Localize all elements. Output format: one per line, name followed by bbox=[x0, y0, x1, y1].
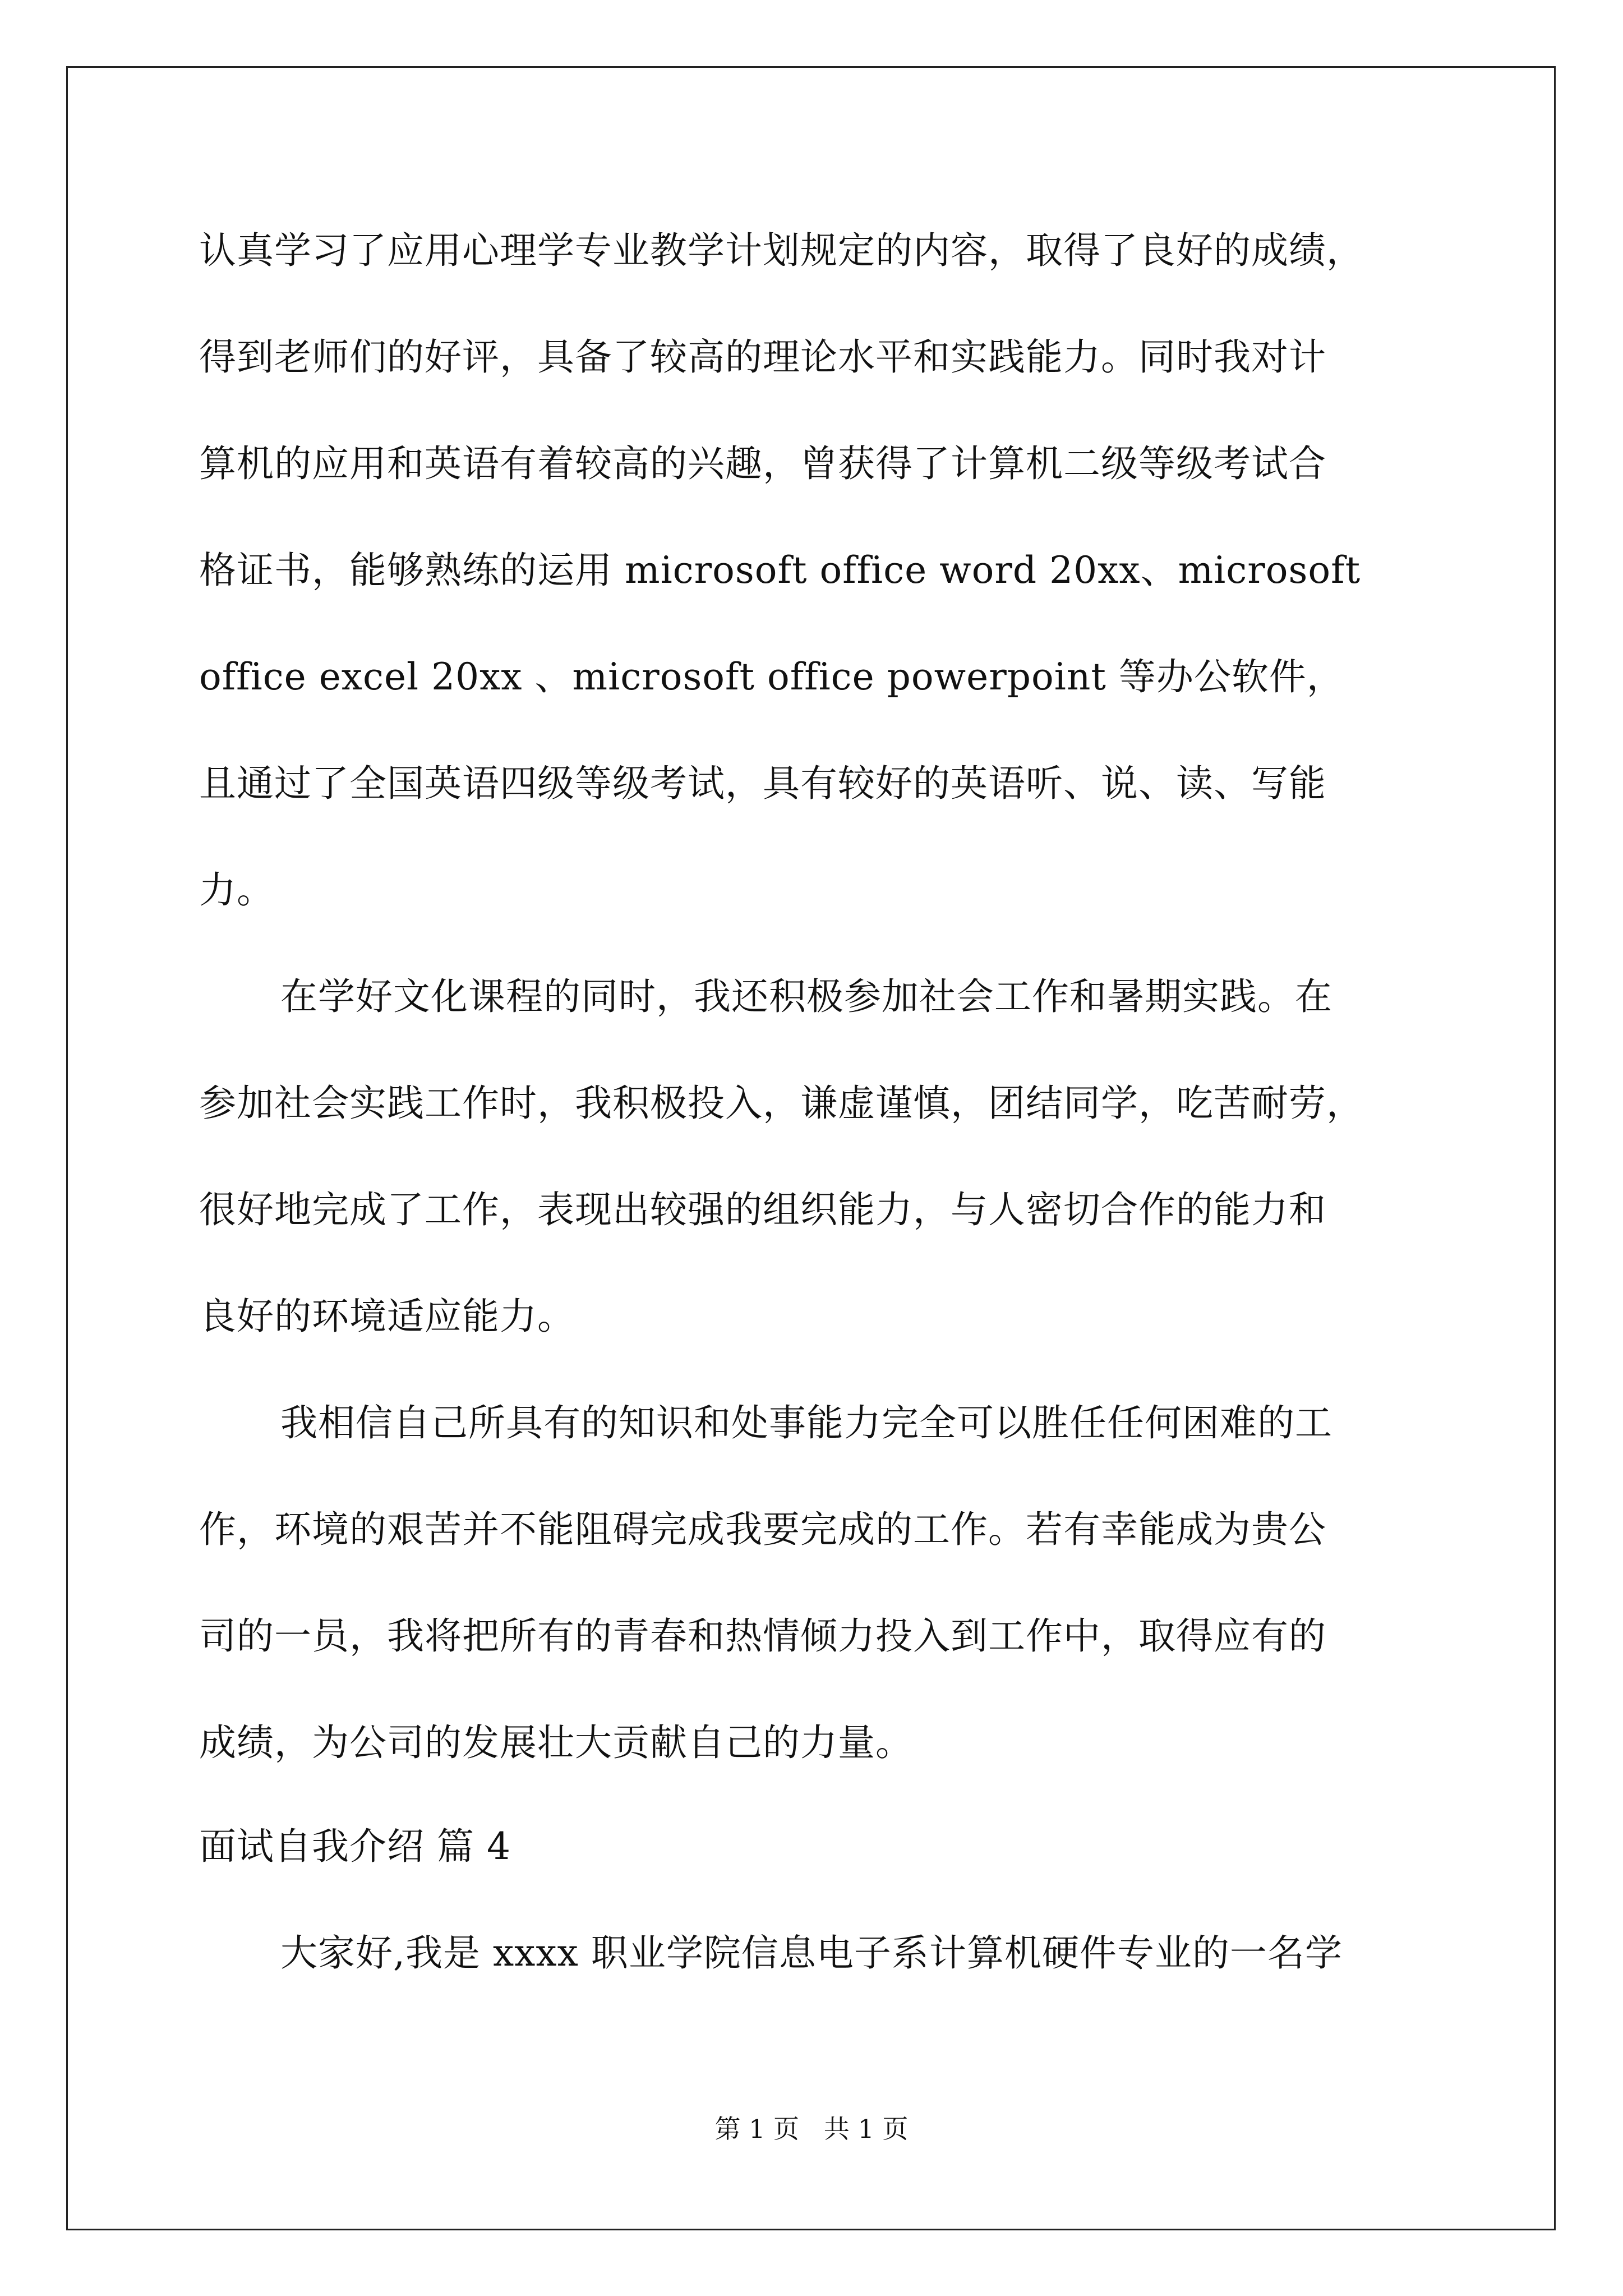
paragraph-line: 算机的应用和英语有着较高的兴趣，曾获得了计算机二级等级考试合 bbox=[199, 442, 1326, 485]
paragraph-line: 司的一员，我将把所有的青春和热情倾力投入到工作中，取得应有的 bbox=[199, 1614, 1326, 1658]
paragraph-line: 良好的环境适应能力。 bbox=[199, 1295, 575, 1338]
page-border bbox=[66, 66, 1556, 2230]
paragraph-line: 力。 bbox=[199, 868, 274, 912]
paragraph-line: 认真学习了应用心理学专业教学计划规定的内容，取得了良好的成绩， bbox=[199, 229, 1364, 272]
paragraph-line: office excel 20xx 、microsoft office powerpoint 等办公软件， bbox=[199, 655, 1344, 698]
paragraph-line: 作，环境的艰苦并不能阻碍完成我要完成的工作。若有幸能成为贵公 bbox=[199, 1508, 1326, 1551]
paragraph-line: 在学好文化课程的同时，我还积极参加社会工作和暑期实践。在 bbox=[280, 975, 1332, 1018]
section-heading: 面试自我介绍 篇 4 bbox=[199, 1825, 511, 1868]
paragraph-line: 得到老师们的好评，具备了较高的理论水平和实践能力。同时我对计 bbox=[199, 335, 1326, 379]
paragraph-line: 且通过了全国英语四级等级考试，具有较好的英语听、说、读、写能 bbox=[199, 762, 1326, 805]
paragraph-line: 格证书，能够熟练的运用 microsoft office word 20xx、microsoft bbox=[199, 549, 1361, 592]
paragraph-line: 我相信自己所具有的知识和处事能力完全可以胜任任何困难的工 bbox=[280, 1401, 1332, 1444]
paragraph-line: 大家好,我是 xxxx 职业学院信息电子系计算机硬件专业的一名学 bbox=[280, 1931, 1343, 1975]
page-footer: 第 1 页 共 1 页 bbox=[714, 2114, 909, 2144]
paragraph-line: 成绩，为公司的发展壮大贡献自己的力量。 bbox=[199, 1721, 913, 1764]
paragraph-line: 很好地完成了工作，表现出较强的组织能力，与人密切合作的能力和 bbox=[199, 1188, 1326, 1231]
paragraph-line: 参加社会实践工作时，我积极投入，谦虚谨慎，团结同学，吃苦耐劳， bbox=[199, 1082, 1364, 1125]
